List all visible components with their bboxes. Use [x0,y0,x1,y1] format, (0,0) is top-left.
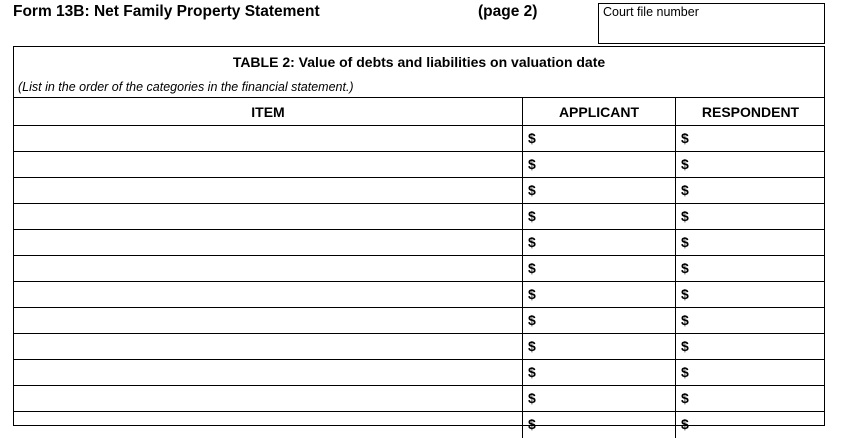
table-row [14,177,824,203]
respondent-amount-field[interactable] [675,308,825,334]
table-title: TABLE 2: Value of debts and liabilities on valuation date [232,54,606,70]
respondent-amount-field[interactable] [675,126,825,152]
item-field[interactable] [14,256,522,282]
item-field[interactable] [14,308,522,334]
table-row [14,125,824,151]
item-field[interactable] [14,126,522,152]
item-field[interactable] [14,360,522,386]
table-row [14,203,824,229]
item-field[interactable] [14,412,522,438]
applicant-amount-field[interactable] [522,152,675,178]
item-field[interactable] [14,204,522,230]
respondent-amount-field[interactable] [675,204,825,230]
dollar-sign: $ [681,260,689,276]
dollar-sign: $ [528,260,536,276]
item-field[interactable] [14,152,522,178]
dollar-sign: $ [681,364,689,380]
dollar-sign: $ [681,182,689,198]
item-field[interactable] [14,334,522,360]
dollar-sign: $ [528,364,536,380]
respondent-amount-field[interactable] [675,256,825,282]
item-field[interactable] [14,230,522,256]
debts-liabilities-table [13,46,825,432]
respondent-amount-field[interactable] [675,386,825,412]
dollar-sign: $ [528,390,536,406]
dollar-sign: $ [528,234,536,250]
respondent-amount-field[interactable] [675,230,825,256]
respondent-amount-field[interactable] [675,334,825,360]
dollar-sign: $ [681,312,689,328]
applicant-amount-field[interactable] [522,282,675,308]
table-row [14,255,824,281]
dollar-sign: $ [681,208,689,224]
table-row [14,307,824,333]
dollar-sign: $ [528,416,536,432]
respondent-amount-field[interactable] [675,152,825,178]
item-field[interactable] [14,386,522,412]
applicant-amount-field[interactable] [522,334,675,360]
table-note: (List in the order of the categories in the financial statement.) [18,80,354,94]
applicant-amount-field[interactable] [522,178,675,204]
dollar-sign: $ [681,338,689,354]
applicant-amount-field[interactable] [522,412,675,438]
court-file-number-label: Court file number [603,5,699,19]
respondent-amount-field[interactable] [675,412,825,438]
form-title: Form 13B: Net Family Property Statement [13,3,320,20]
page-number-label: (page 2) [478,3,538,20]
dollar-sign: $ [528,208,536,224]
table-body [14,125,824,437]
table-row [14,411,824,437]
court-file-number-field[interactable] [598,3,825,44]
dollar-sign: $ [681,156,689,172]
dollar-sign: $ [528,156,536,172]
dollar-sign: $ [681,130,689,146]
applicant-amount-field[interactable] [522,308,675,334]
table-row [14,359,824,385]
dollar-sign: $ [681,416,689,432]
table-row [14,333,824,359]
column-header-applicant: APPLICANT [522,97,675,125]
applicant-amount-field[interactable] [522,204,675,230]
dollar-sign: $ [528,286,536,302]
respondent-amount-field[interactable] [675,282,825,308]
table-row [14,281,824,307]
item-field[interactable] [14,282,522,308]
column-header-respondent: RESPONDENT [675,97,825,125]
applicant-amount-field[interactable] [522,126,675,152]
column-header-item: ITEM [14,97,522,125]
respondent-amount-field[interactable] [675,178,825,204]
dollar-sign: $ [528,338,536,354]
dollar-sign: $ [528,182,536,198]
table-row [14,229,824,255]
dollar-sign: $ [681,390,689,406]
table-row [14,151,824,177]
applicant-amount-field[interactable] [522,256,675,282]
dollar-sign: $ [528,312,536,328]
table-row [14,385,824,411]
dollar-sign: $ [681,286,689,302]
dollar-sign: $ [681,234,689,250]
dollar-sign: $ [528,130,536,146]
applicant-amount-field[interactable] [522,230,675,256]
item-field[interactable] [14,178,522,204]
applicant-amount-field[interactable] [522,386,675,412]
respondent-amount-field[interactable] [675,360,825,386]
applicant-amount-field[interactable] [522,360,675,386]
